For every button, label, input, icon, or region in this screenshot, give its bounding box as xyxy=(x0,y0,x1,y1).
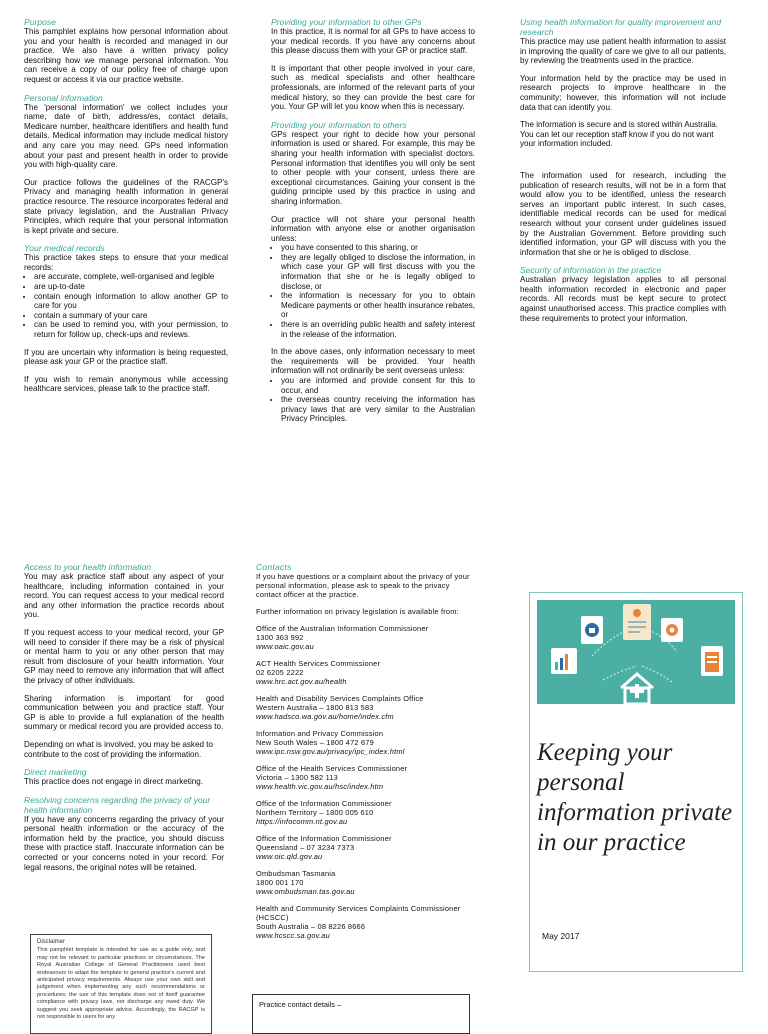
contact-phone: Queensland – 07 3234 7373 xyxy=(256,843,355,852)
practice-contact-label: Practice contact details – xyxy=(259,1000,342,1009)
concerns-text: If you have any concerns regarding the privacy of your personal health information or the accuracy of the information held by the practice, you should discuss these with practice staff. Inaccurate information can be corrected or your concerns noted in your record. For legal reasons, the original notes will be retained. xyxy=(24,814,224,872)
sharing-conditions-list xyxy=(271,243,475,339)
chart-icon xyxy=(551,648,577,674)
disclaimer-text: This pamphlet template is intended for use as a guide only, and may not be relevant to particular practices or circumstances. The Royal Australian College of General Practitioners used best endeavours to adapt the template to general practice's current and anticipated privacy requirements. Always use your own skill and judgement when implementing any such recommendations or procedures; the use of this template does not of itself guarantee compliance with privacy laws, nor discharge any owed duty. We suggest you seek appropriate advice. Accordingly, the RACGP is not responsible to users for any xyxy=(37,947,205,1021)
contact-phone: 1800 001 170 xyxy=(256,878,304,887)
contact-entry xyxy=(256,834,470,861)
medical-records-list xyxy=(24,272,228,339)
contact-org: Office of the Information Commissioner xyxy=(256,799,392,808)
not-share-text: Our practice will not share your personal health information with anyone else or another organisation unless: xyxy=(271,214,475,243)
clipboard-icon xyxy=(701,646,723,676)
list-item: • you have consented to this sharing, or xyxy=(281,243,475,253)
contact-entry xyxy=(256,694,470,721)
list-item: • the overseas country receiving the information has privacy laws that are very similar to the Australian Privacy Principles. xyxy=(281,395,475,424)
research-column xyxy=(520,17,726,331)
medical-records-intro: This practice takes steps to ensure that your medical records: xyxy=(24,253,228,272)
others-heading: Providing your information to others xyxy=(271,119,407,130)
direct-marketing-heading: Direct marketing xyxy=(24,767,87,778)
contact-org: Information and Privacy Commission xyxy=(256,729,384,738)
contact-url[interactable]: www.hrc.act.gov.au/health xyxy=(256,677,347,686)
contact-phone: South Australia – 08 8226 8666 xyxy=(256,922,366,931)
security-text: Australian privacy legislation applies to all personal health information recorded in electronic and paper records. All records must be kept secure to protect against unauthorised access. This practice complies with these requirements to protect your information. xyxy=(520,275,726,323)
contact-org: Office of the Information Commissioner xyxy=(256,834,392,843)
access-heading: Access to your health information xyxy=(24,562,152,572)
contact-list xyxy=(256,624,470,940)
purpose-heading: Purpose xyxy=(24,17,57,27)
contact-entry xyxy=(256,904,470,940)
security-icon xyxy=(581,616,603,644)
list-item: • there is an overriding public health and safety interest in the release of the information. xyxy=(281,320,475,339)
contact-phone: Western Australia – 1800 813 583 xyxy=(256,703,374,712)
consent-text: GPs respect your right to decide how your personal information is used or shared. For example, this may be sharing your health information with specialist doctors. Personal information that identifies you will only be sent to other people with your consent, unless there are exceptional circumstances. Gaining your consent is the guiding principle used by this practice in using and sharing information. xyxy=(271,129,475,206)
document-icon xyxy=(623,604,651,640)
contact-entry xyxy=(256,624,470,651)
cover-illustration xyxy=(537,600,735,704)
list-item: • the information is necessary for you to obtain Medicare payments or other health insurance rebates, or xyxy=(281,291,475,320)
cover-title: Keeping your personal information private in our practice xyxy=(537,739,733,856)
practice-contact-box xyxy=(252,994,470,1034)
overseas-text: In the above cases, only information necessary to meet the requirements will be provided. Your health information will not ordinarily be sent overseas unless: xyxy=(271,347,475,376)
other-gps-text: In this practice, it is normal for all GPs to have access to your medical records. If you have any concerns about this please discuss them with your GP or practice staff. xyxy=(271,27,475,56)
contact-phone: 02 6205 2222 xyxy=(256,668,304,677)
purpose-column xyxy=(24,17,228,402)
house-icon xyxy=(621,674,653,704)
list-item: • can be used to remind you, with your permission, to return for follow up, check-ups and reviews. xyxy=(34,320,228,339)
contact-org: Office of the Health Services Commissioner xyxy=(256,764,408,773)
contact-entry xyxy=(256,764,470,791)
contact-url[interactable]: www.ipc.nsw.gov.au/privacy/ipc_index.html xyxy=(256,747,405,756)
contact-org: ACT Health Services Commissioner xyxy=(256,659,381,668)
contact-url[interactable]: https://infocomm.nt.gov.au xyxy=(256,817,348,826)
uncertain-text: If you are uncertain why information is being requested, please ask your GP or the practice staff. xyxy=(24,347,228,367)
personal-information-text: The 'personal information' we collect includes your name, date of birth, address/es, contact details, Medicare number, healthcare identifiers and health fund details. Medical information may include medical history and any care you may need. GPs need information about your past and present health in order to provide you with high-quality care. xyxy=(24,102,228,170)
health-network-illustration xyxy=(537,600,735,704)
disclaimer-title: Disclaimer xyxy=(37,939,66,945)
security-heading: Security of information in the practice xyxy=(520,265,662,276)
contact-entry xyxy=(256,729,470,756)
list-item: • contain a summary of your care xyxy=(34,311,228,321)
contact-url[interactable]: www.health.vic.gov.au/hsc/index.htm xyxy=(256,782,384,791)
research-text-3: The information is secure and is stored within Australia. You can let our reception staff know if you do not want your information included. xyxy=(520,120,718,149)
contact-entry xyxy=(256,799,470,826)
contact-url[interactable]: www.hadsco.wa.gov.au/home/index.cfm xyxy=(256,712,394,721)
contact-org: Health and Community Services Complaints Commissioner (HCSCC) xyxy=(256,904,461,922)
contact-org: Health and Disability Services Complaints Office xyxy=(256,694,424,703)
list-item: • are accurate, complete, well-organised and legible xyxy=(34,272,228,282)
sharing-column xyxy=(271,17,475,432)
contact-url[interactable]: www.hcscc.sa.gov.au xyxy=(256,931,330,940)
contact-phone: 1300 363 992 xyxy=(256,633,304,642)
research-text-4: The information used for research, including the publication of research results, will not be in a form that would allow you to be identified, unless the research serves an important public interest. In such cases, identifiable medical records can be used for medical research without your consent under guidelines issued by the Australian Government. Before providing such identified information, your GP will discuss with you the information that she or he is obliged to disclose. xyxy=(520,170,726,257)
contact-phone: Northern Territory – 1800 005 610 xyxy=(256,808,374,817)
cover-date: May 2017 xyxy=(542,931,580,941)
gear-icon xyxy=(661,618,683,642)
overseas-conditions-list xyxy=(271,376,475,424)
contact-org: Office of the Australian Information Commissioner xyxy=(256,624,429,633)
contact-url[interactable]: www.oic.qld.gov.au xyxy=(256,852,323,861)
research-text-2: Your information held by the practice may be used in research projects to improve healthcare in the community; however, this information will not include data that can identify you. xyxy=(520,73,726,112)
contacts-column xyxy=(256,562,470,948)
contacts-intro: If you have questions or a complaint about the privacy of your personal information, please ask to speak to the privacy contact officer at the practice. xyxy=(256,572,470,599)
contact-entry xyxy=(256,869,470,896)
personal-information-heading: Personal information xyxy=(24,92,103,103)
contact-url[interactable]: www.ombudsman.tas.gov.au xyxy=(256,887,355,896)
direct-marketing-text: This practice does not engage in direct marketing. xyxy=(24,777,204,787)
disclaimer-box xyxy=(30,934,212,1034)
access-text-2: If you request access to your medical record, your GP will need to consider if there may be a risk of physical or mental harm to you or any other person that may result from disclosure of your health information. Your GP may need to remove any information that will affect the privacy of other individuals. xyxy=(24,627,224,685)
cover-panel xyxy=(529,592,743,972)
contact-phone: Victoria – 1300 582 113 xyxy=(256,773,338,782)
purpose-text: This pamphlet explains how personal information about you and your health is recorded and managed in our practice. We also have a written privacy policy describing how we manage personal information. You can receive a copy of our policy free of charge upon request or access it via our practice website. xyxy=(24,27,228,84)
contact-phone: New South Wales – 1800 472 679 xyxy=(256,738,374,747)
research-text-1: This practice may use patient health information to assist in improving the quality of care we give to all our patients, by reviewing the treatments used in the practice. xyxy=(520,37,726,66)
list-item: • you are informed and provide consent for this to occur, and xyxy=(281,376,475,395)
contact-entry xyxy=(256,659,470,686)
research-heading: Using health information for quality improvement and research xyxy=(520,17,722,37)
contacts-heading: Contacts xyxy=(256,562,292,572)
other-gps-heading: Providing your information to other GPs xyxy=(271,17,422,27)
contacts-further: Further information on privacy legislation is available from: xyxy=(256,607,459,616)
racgp-guidelines-text: Our practice follows the guidelines of the RACGP's Privacy and managing health information in general practice resource. The resource incorporates federal and state privacy legislation, and the Australian Privacy Principles, which require that your personal information is kept private and secure. xyxy=(24,177,228,235)
access-text-4: Depending on what is involved, you may be asked to contribute to the cost of providing the information. xyxy=(24,739,213,759)
medical-records-heading: Your medical records xyxy=(24,243,105,254)
anonymous-text: If you wish to remain anonymous while accessing healthcare services, please talk to the practice staff. xyxy=(24,374,228,394)
other-professionals-text: It is important that other people involved in your care, such as medical specialists and other healthcare professionals, are informed of the relevant parts of your medical history, so they can provide the best care for you. Your GP will let you know when this is necessary. xyxy=(271,63,475,112)
list-item: • they are legally obliged to disclose the information, in which case your GP will first discuss with you the information that she or he is legally obliged to disclose, or xyxy=(281,253,475,291)
list-item: • contain enough information to allow another GP to care for you xyxy=(34,292,228,311)
access-text-3: Sharing information is important for good communication between you and practice staff. Your GP is able to provide a full explanation of the health summary or medical record you are provided access to. xyxy=(24,693,224,732)
access-column xyxy=(24,562,224,880)
list-item: • are up-to-date xyxy=(34,282,228,292)
concerns-heading: Resolving concerns regarding the privacy of your health information xyxy=(24,794,211,815)
contact-url[interactable]: www.oaic.gov.au xyxy=(256,642,314,651)
contact-org: Ombudsman Tasmania xyxy=(256,869,336,878)
access-text-1: You may ask practice staff about any aspect of your healthcare, including information contained in your record. You can request access to your medical record and any other information the practice records about you. xyxy=(24,572,224,620)
